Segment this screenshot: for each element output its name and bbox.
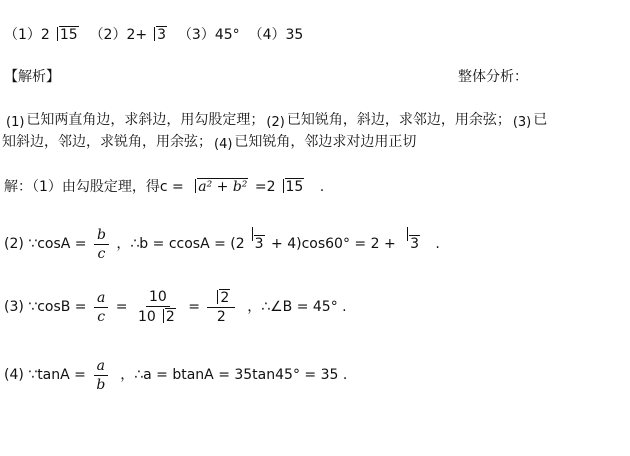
analysis-text-1: 已知两直角边，求斜边，用勾股定理； xyxy=(26,112,265,128)
analysis-text-3b: 知斜边，邻边，求锐角，用余弦； xyxy=(2,134,212,150)
step-4-prefix: (4) ∵tanA = xyxy=(4,367,86,383)
analysis-text-2: 已知锐角，斜边，求邻边，用余弦； xyxy=(286,112,511,128)
marker-2: (2) xyxy=(266,115,285,130)
step-3-eq: = xyxy=(115,299,128,315)
step-4-end: ，∴a = btanA = 35tan45° = 35 . xyxy=(120,367,348,383)
fraction-10-over-10sqrt2: $\frac{10}{10 2}$ xyxy=(137,289,175,325)
marker-1: (1) xyxy=(6,115,25,130)
sqrt-3-a: 3 xyxy=(245,226,265,262)
fraction-sqrt2-over-2: $\frac{2}{2}$ xyxy=(207,289,235,325)
answer-4: （4）35 xyxy=(248,27,304,43)
analysis-line-1 xyxy=(4,111,547,132)
answer-1: （1）2 xyxy=(4,27,50,43)
analysis-text-4: 已知锐角，邻边求对边用正切 xyxy=(234,134,417,150)
fraction-b-over-c: $\frac{b}{c}$ xyxy=(94,227,109,262)
analysis-text-3: 已 xyxy=(533,112,548,128)
marker-3: (3) xyxy=(512,115,532,130)
solution-step-1 xyxy=(4,178,324,196)
sqrt-3: 3 xyxy=(147,26,167,44)
fraction-a-over-c: $\frac{a}{c}$ xyxy=(94,290,108,325)
step-1-prefix: 解：（1）由勾股定理，得c = xyxy=(4,179,184,195)
answer-summary xyxy=(4,26,303,44)
marker-4: (4) xyxy=(214,137,233,152)
solution-step-4 xyxy=(4,357,347,393)
sqrt-3-b: 3 xyxy=(400,226,420,262)
step-3-end: ，∴∠B = 45° . xyxy=(247,299,347,315)
step-2-mid2: + 4)cos60° = 2 + xyxy=(271,236,396,252)
analysis-line-2 xyxy=(2,133,416,154)
solution-step-3 xyxy=(4,287,347,327)
step-1-end: . xyxy=(319,179,325,195)
sqrt-15: 15 xyxy=(50,26,79,44)
step-1-mid: =2 xyxy=(254,179,276,195)
analysis-heading: 【解析】 xyxy=(4,69,60,85)
step-3-prefix: (3) ∵cosB = xyxy=(4,299,87,315)
step-3-eq2: = xyxy=(188,299,200,315)
step-2-prefix: (2) ∵cosA = xyxy=(4,236,87,252)
answer-3: （3）45° xyxy=(177,27,240,43)
solution-step-2 xyxy=(4,226,440,262)
step-2-end: . xyxy=(435,236,440,252)
sqrt-15-step1: 15 xyxy=(276,178,305,196)
overview-heading: 整体分析： xyxy=(458,69,528,85)
fraction-a-over-b: $\frac{a}{b}$ xyxy=(93,358,108,393)
step-2-mid: ，∴b = ccosA = (2 xyxy=(116,236,245,252)
answer-2: （2）2+ xyxy=(89,27,148,43)
sqrt-a2-b2: a² + b² xyxy=(188,178,248,196)
